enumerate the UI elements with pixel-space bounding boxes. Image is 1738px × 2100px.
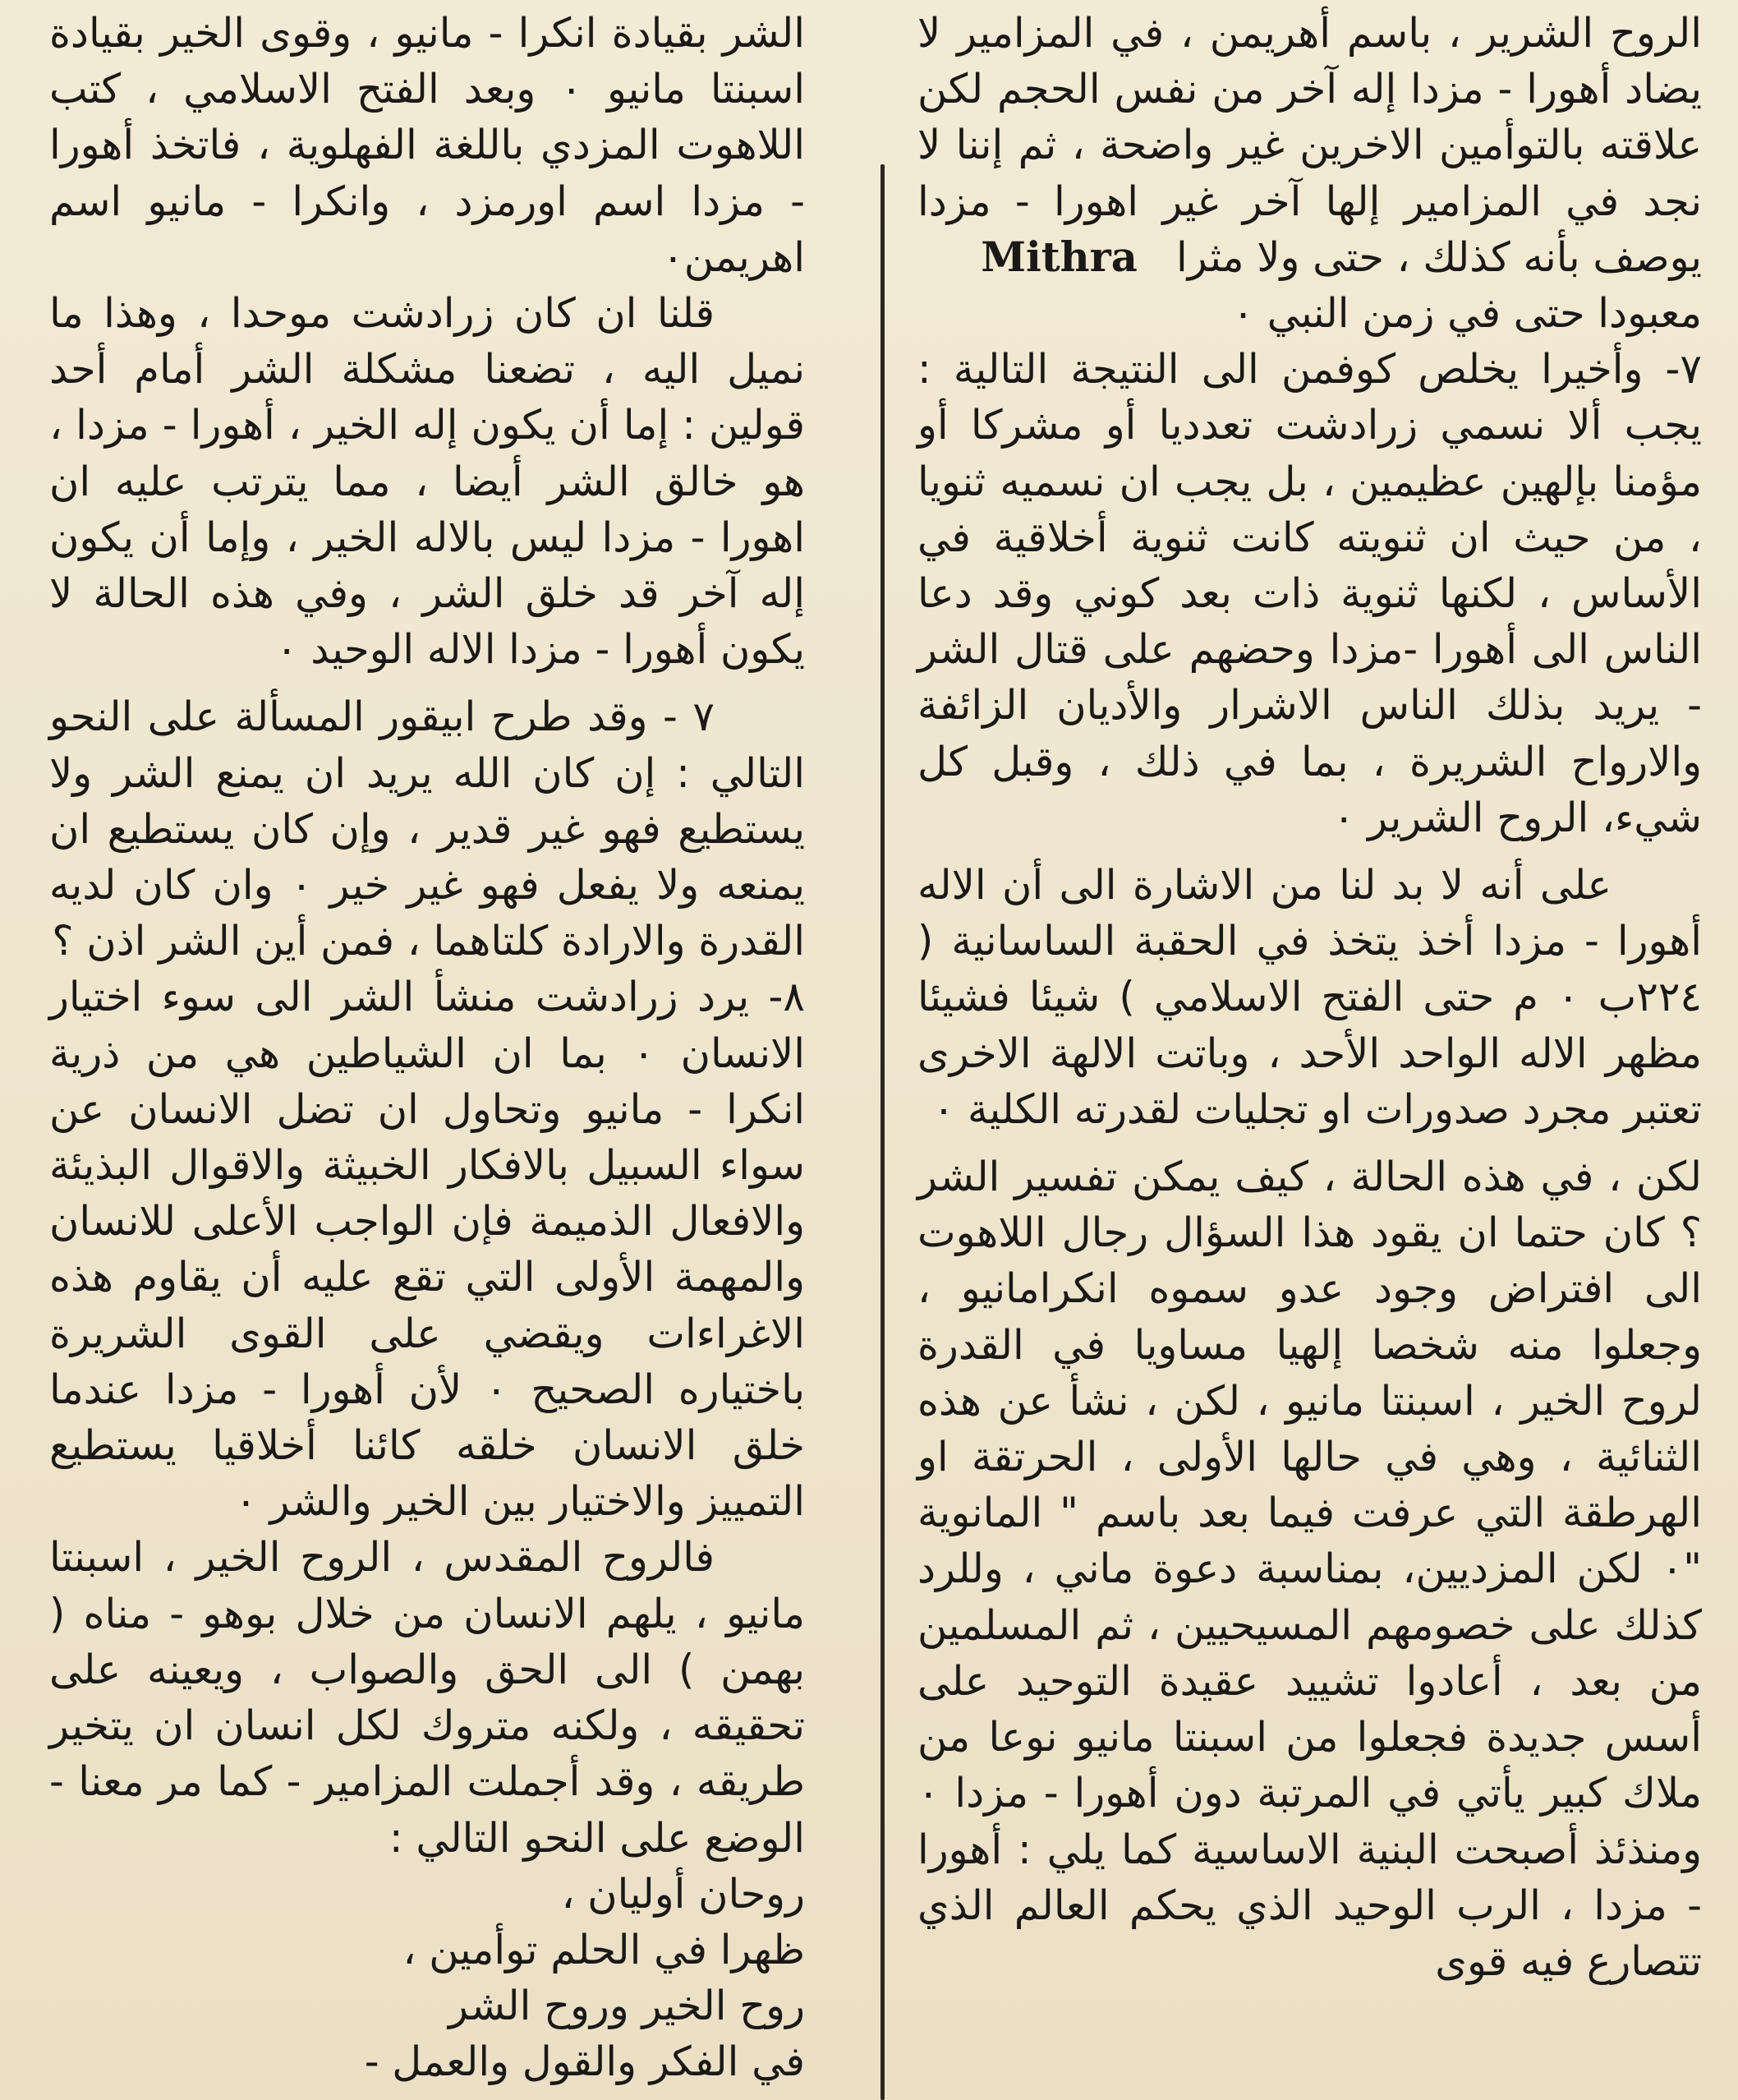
paragraph-kaufmann-conclusion: ٧- وأخيرا يخلص كوفمن الى النتيجة التالية : يجب ألا نسمي زرادشت تعدديا أو مشركا أو مؤمنا بإلهين عظيمين ، بل يجب ان نسميه ثنويا ، من حيث ان ثنويته كانت ثنوية أخلاقية في الأساس ، لكنها ثنوية ذات بعد كوني وقد دعا الناس الى أهورا -مزدا وحضهم على قتال الشر - يريد بذلك الناس الاشرار والأديان الزائفة والارواح الشريرة ، بما في ذلك ، وقبل كل شيء، الروح الشرير ٠: [917, 345, 1702, 841]
verse-line: روح الخير وروح الشر: [448, 1982, 805, 2030]
paragraph-epicurus: ٧ - وقد طرح ابيقور المسألة على النحو التالي : إن كان الله يريد ان يمنع الشر ولا يستطيع فهو غير قدير ، وإن كان يستطيع ان يمنعه ولا يفعل فهو غير خير ٠ وان كان لديه القدرة والارادة كلتاهما ، فمن أين الشر اذن ؟: [49, 693, 806, 965]
paragraph-forces: الشر بقيادة انكرا - مانيو ، وقوى الخير بقيادة اسبنتا مانيو ٠ وبعد الفتح الاسلامي ، كتب اللاهوت المزدي باللغة الفهلوية ، فاتخذ أهورا - مزدا اسم اورمزد ، وانكرا - مانيو اسم اهريمن٠: [49, 9, 805, 281]
right-column: [917, 5, 1702, 1989]
psalm-verse: [49, 1866, 805, 2090]
paragraph-ahriman: [917, 5, 1702, 285]
column-divider: [880, 164, 885, 2100]
paragraph-ahriman-text: الروح الشرير ، باسم أهريمن ، في المزامير لا يضاد أهورا - مزدا إله آخر من نفس الحجم لكن علاقته بالتوأمين الاخرين غير واضحة ، ثم إننا لا نجد في المزامير إلها آخر غير اهورا - مزدا يوصف بأنه كذلك ، حتى ولا مثرا: [917, 9, 1702, 281]
paragraph-worshipped: معبودا حتى في زمن النبي ٠: [1232, 289, 1702, 338]
paragraph-holy-spirit: فالروح المقدس ، الروح الخير ، اسبنتا مانيو ، يلهم الانسان من خلال بوهو - مناه ( بهمن ) الى الحق والصواب ، ويعينه على تحقيقه ، ولكنه متروك لكل انسان ان يتخير طريقه ، وقد أجملت المزامير - كما مر معنا - الوضع على النحو التالي :: [49, 1533, 805, 1862]
latin-word-mithra: Mithra: [981, 233, 1138, 281]
verse-line: ظهرا في الحلم توأمين ،: [402, 1925, 805, 1973]
verse-line: روحان أوليان ،: [561, 1869, 805, 1918]
paragraph-evil-question: لكن ، في هذه الحالة ، كيف يمكن تفسير الشر ؟ كان حتما ان يقود هذا السؤال رجال اللاهوت الى افتراض وجود عدو سموه انكرامانيو ، وجعلوا منه شخصا إلهيا مساويا في القدرة لروح الخير ، اسبنتا مانيو ، لكن ، نشأ عن هذه الثنائية ، وهي في حالها الأولى ، الحرتقة او الهرطقة التي عرفت فيما بعد باسم " المانوية "٠ لكن المزديين، بمناسبة دعوة ماني ، وللرد كذلك على خصومهم المسيحيين ، ثم المسلمين من بعد ، أعادوا تشييد عقيدة التوحيد على أسس جديدة فجعلوا من اسبنتا مانيو نوعا من ملاك كبير يأتي في المرتبة دون أهورا - مزدا ٠ ومنذئذ أصبحت البنية الاساسية كما يلي : أهورا - مزدا ، الرب الوحيد الذي يحكم العالم الذي تتصارع فيه قوى: [917, 1153, 1702, 1985]
verse-line: في الفكر والقول والعمل -: [364, 2038, 805, 2086]
left-column: [49, 5, 805, 2090]
paragraph-sassanid-era: على أنه لا بد لنا من الاشارة الى أن الاله أهورا - مزدا أخذ يتخذ في الحقبة الساسانية ( ٢٢٤ب ٠ م حتى الفتح الاسلامي ) شيئا فشيئا مظهر الاله الواحد الأحد ، وباتت الالهة الاخرى تعتبر مجرد صدورات او تجليات لقدرته الكلية ٠: [917, 861, 1702, 1133]
paragraph-choice: ٨- يرد زرادشت منشأ الشر الى سوء اختيار الانسان ٠ بما ان الشياطين هي من ذرية انكرا - مانيو وتحاول ان تضل الانسان عن سواء السبيل بالافكار الخبيثة والاقوال البذيئة والافعال الذميمة فإن الواجب الأعلى للانسان والمهمة الأولى التي تقع عليه أن يقاوم هذه الاغراءات ويقضي على القوى الشريرة باختياره الصحيح ٠ لأن أهورا - مزدا عندما خلق الانسان خلقه كائنا أخلاقيا يستطيع التمييز والاختيار بين الخير والشر ٠: [49, 973, 805, 1526]
paragraph-monotheism: قلنا ان كان زرادشت موحدا ، وهذا ما نميل اليه ، تضعنا مشكلة الشر أمام أحد قولين : إما أن يكون إله الخير ، أهورا - مزدا ، هو خالق الشر أيضا ، مما يترتب عليه ان اهورا - مزدا ليس بالاله الخير ، وإما أن يكون إله آخر قد خلق الشر ، وفي هذه الحالة لا يكون أهورا - مزدا الاله الوحيد ٠: [49, 289, 805, 674]
